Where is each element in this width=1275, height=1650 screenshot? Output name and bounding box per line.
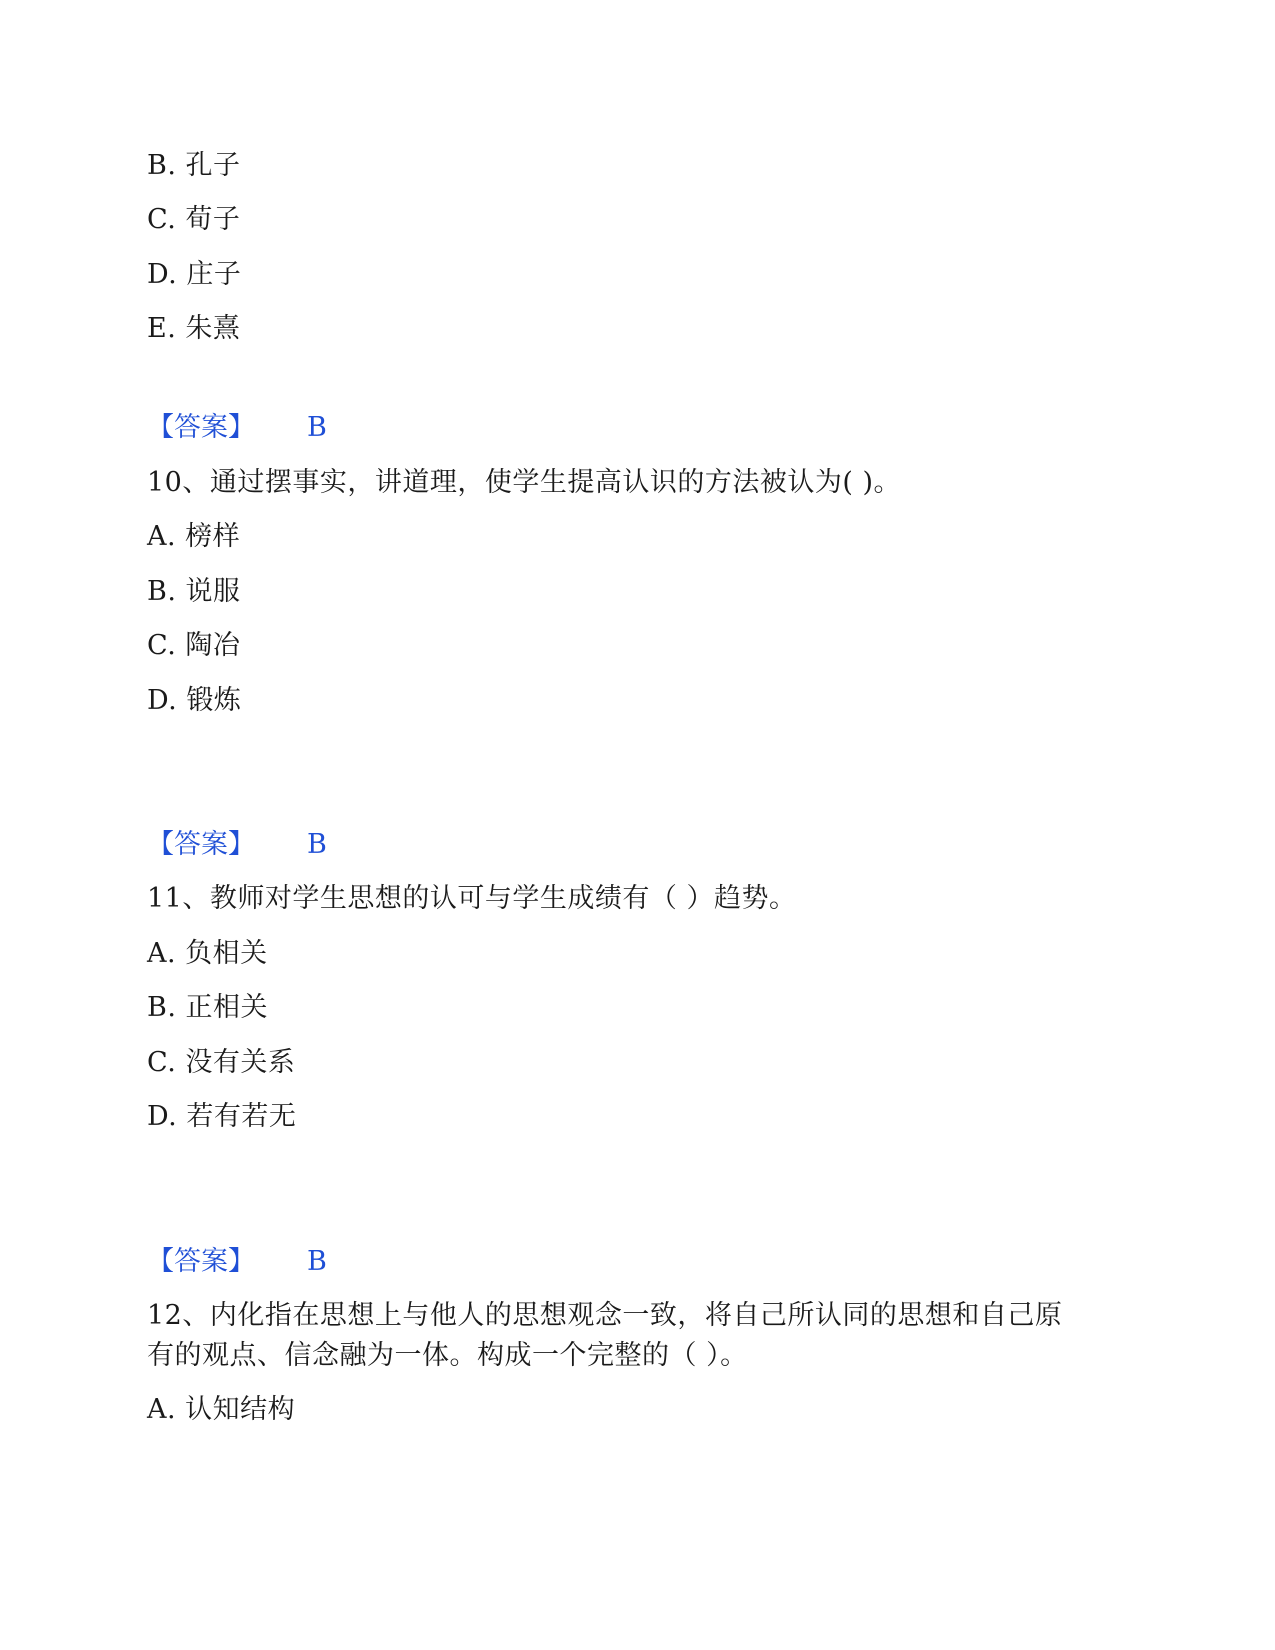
question-11: 11、教师对学生思想的认可与学生成绩有（ ）趋势。 bbox=[147, 883, 797, 914]
option-c: C. 陶冶 bbox=[147, 630, 241, 661]
option-d: D. 若有若无 bbox=[147, 1101, 297, 1132]
option-e: E. 朱熹 bbox=[147, 313, 241, 344]
answer-label: 【答案】 bbox=[147, 829, 255, 860]
question-10: 10、通过摆事实，讲道理，使学生提高认识的方法被认为( )。 bbox=[147, 467, 902, 498]
option-a: A. 负相关 bbox=[147, 938, 268, 969]
question-12-line-2: 有的观点、信念融为一体。构成一个完整的（ ）。 bbox=[147, 1340, 748, 1371]
option-d: D. 锻炼 bbox=[147, 685, 242, 716]
answer-line bbox=[147, 408, 327, 448]
answer-value: B bbox=[307, 412, 327, 443]
option-c: C. 荀子 bbox=[147, 204, 241, 235]
question-12-line-1: 12、内化指在思想上与他人的思想观念一致，将自己所认同的思想和自己原 bbox=[147, 1300, 1063, 1331]
option-c: C. 没有关系 bbox=[147, 1047, 296, 1078]
answer-value: B bbox=[307, 829, 327, 860]
answer-value: B bbox=[307, 1246, 327, 1277]
answer-label: 【答案】 bbox=[147, 1246, 255, 1277]
option-d: D. 庄子 bbox=[147, 259, 242, 290]
option-b: B. 孔子 bbox=[147, 150, 241, 181]
answer-line bbox=[147, 1242, 327, 1282]
option-b: B. 说服 bbox=[147, 576, 241, 607]
option-a: A. 榜样 bbox=[147, 521, 241, 552]
answer-label: 【答案】 bbox=[147, 412, 255, 443]
answer-line bbox=[147, 825, 327, 865]
option-b: B. 正相关 bbox=[147, 992, 269, 1023]
option-a: A. 认知结构 bbox=[147, 1394, 296, 1425]
